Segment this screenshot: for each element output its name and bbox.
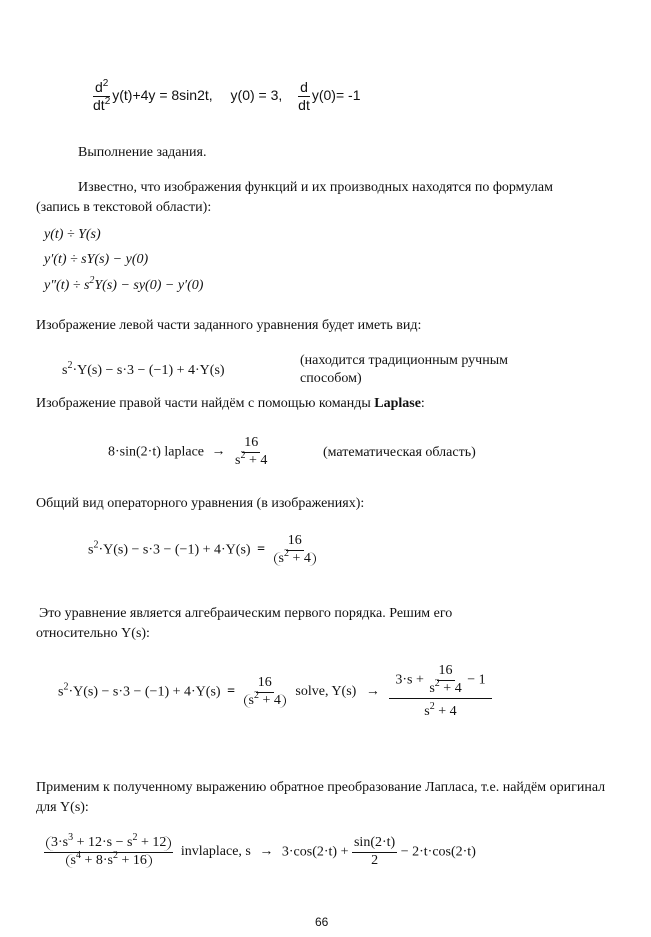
left-part-note: (находится традиционным ручным способом)	[300, 353, 508, 386]
right-part-text: Изображение правой части найдём с помощью команды Laplase:	[36, 396, 425, 411]
initial-condition-2: y(0)= -1	[311, 86, 361, 103]
formula-1: y(t) ÷ Y(s)	[44, 227, 101, 242]
inverse-equation: $\frac{3\cdot s^3 + 12\cdot s - s^2 + 12}{s^4 + 8\cdot s^2 + 16}$ invlaplace, s → 3·cos(2·t) + $\frac{\sin(2\cdot t)}{2}$ − 2·t·cos(2·t)	[44, 836, 476, 868]
page-number: 66	[315, 915, 329, 929]
task-heading: Выполнение задания.	[78, 145, 207, 160]
operator-equation: $s^2\cdot Y(s) - s\cdot 3 - (-1) + 4\cdot Y(s)$ = $\frac{16}{s^2 + 4}$	[88, 534, 318, 566]
math-area-note: (математическая область)	[323, 445, 476, 460]
formula-2: y′(t) ÷ sY(s) − y(0)	[44, 252, 149, 267]
inverse-paragraph: Применим к полученному выражению обратное преобразование Лапласа, т.е. найдём оригинал для Y(s):	[36, 780, 606, 815]
initial-condition-1: y(0) = 3,	[230, 86, 283, 103]
solve-equation: $s^2\cdot Y(s) - s\cdot 3 - (-1) + 4\cdot Y(s)$ = $\frac{16}{s^2 + 4}$ solve, Y(s) → 3·s + $\frac{16}{s^2 + 4}$ − 1 $s^2 + 4$	[58, 664, 492, 720]
formula-3: $y''(t) \div s^2Y(s) - sy(0) - y'(0)$	[44, 275, 204, 293]
equation-lhs: y(t)+4y = 8sin2t,	[112, 86, 213, 103]
solve-result-fraction: 3·s + $\frac{16}{s^2 + 4}$ − 1 $s^2 + 4$	[389, 664, 491, 720]
laplace-expression: 8·sin(2·t) laplace → $\frac{16}{s^2 + 4}$	[108, 435, 268, 468]
intro-paragraph: Известно, что изображения функций и их производных находятся по формулам (запись в текстовой области):	[36, 180, 553, 215]
operator-text: Общий вид операторного уравнения (в изображениях):	[36, 496, 365, 511]
left-part-expression: $s^2\cdot Y(s) - s\cdot 3 - (-1) + 4\cdot Y(s)$	[62, 360, 225, 378]
given-equation	[91, 80, 360, 112]
first-derivative-fraction: $\frac{d}{dt}$	[298, 79, 310, 113]
left-part-text: Изображение левой части заданного уравнения будет иметь вид:	[36, 318, 422, 333]
algebraic-paragraph: Это уравнение является алгебраическим первого порядка. Решим его относительно Y(s):	[36, 606, 453, 641]
second-derivative-fraction: $\frac{d^2}{dt^2}$	[93, 78, 111, 113]
